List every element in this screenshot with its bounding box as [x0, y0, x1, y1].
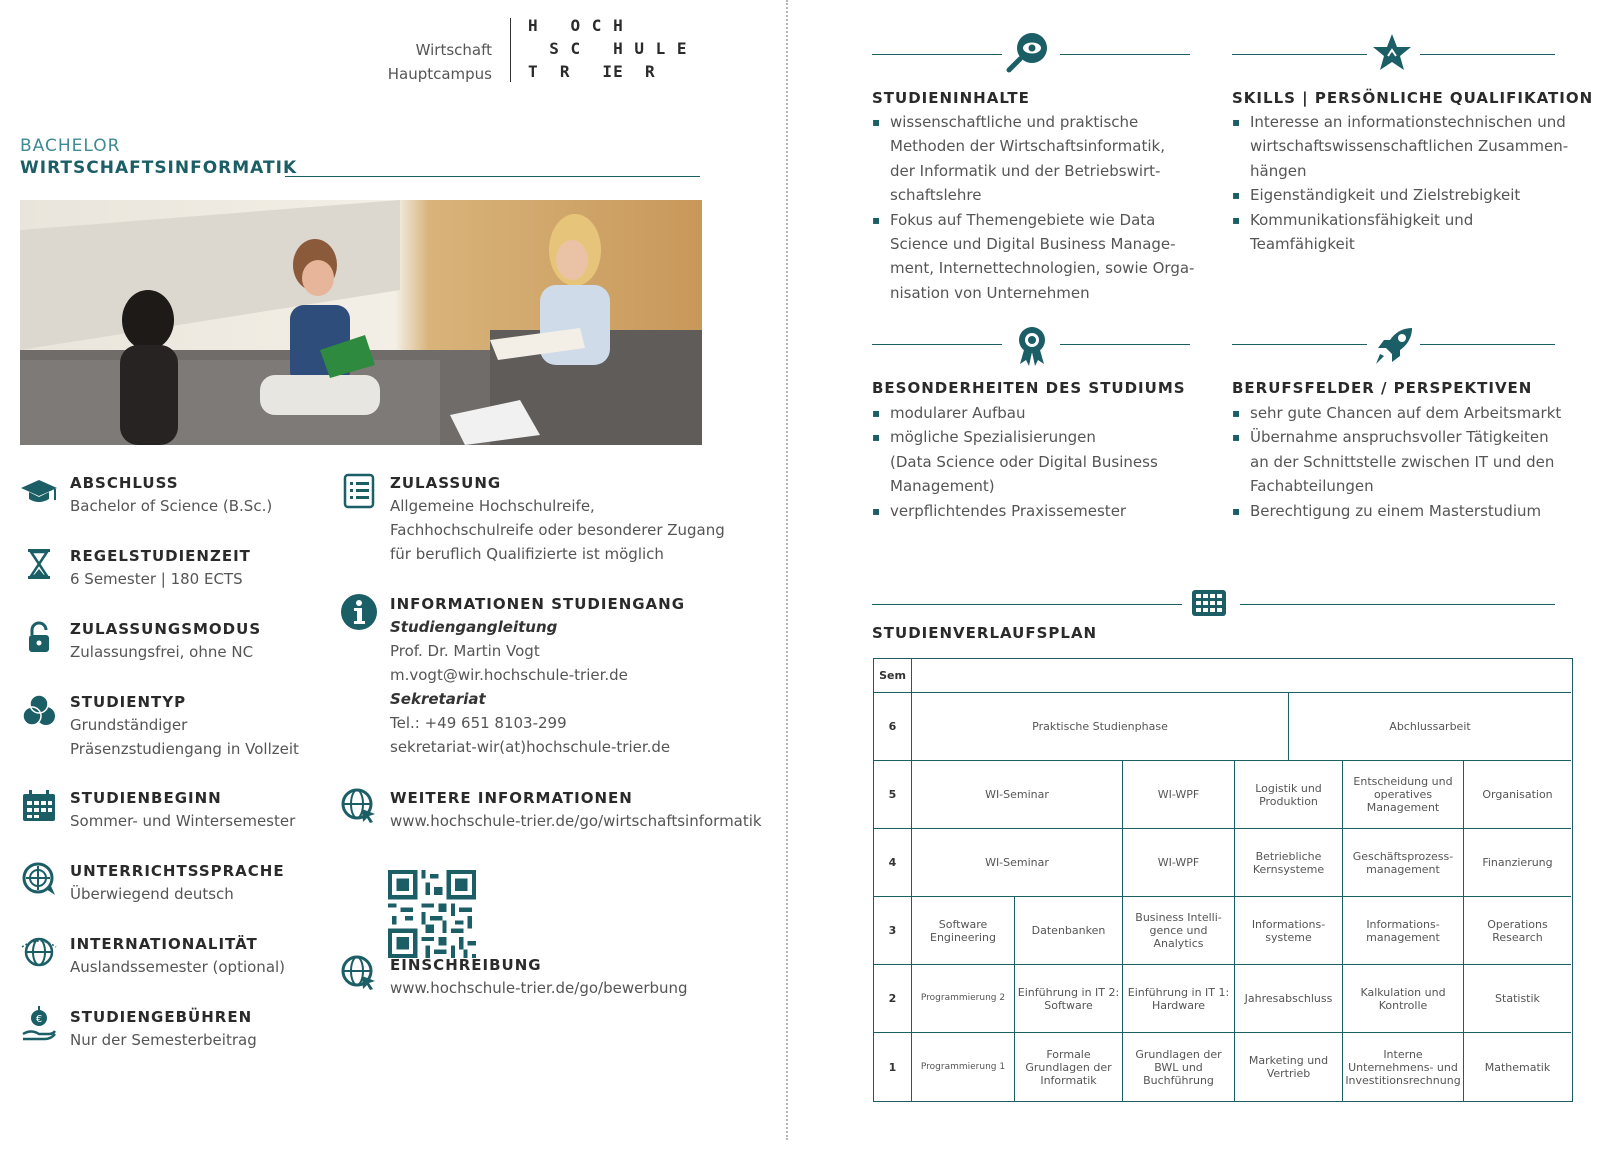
- module-cell: WI-WPF: [1123, 829, 1235, 897]
- fact-title: STUDIENTYP: [70, 693, 187, 711]
- fact-title: ZULASSUNGSMODUS: [70, 620, 262, 638]
- qr-code[interactable]: [388, 870, 476, 958]
- module-cell: Abchlussarbeit: [1289, 693, 1571, 761]
- graduation-cap-icon: [20, 472, 58, 510]
- fact-regelstudienzeit: [20, 545, 330, 601]
- fact-studientyp: [20, 691, 330, 771]
- section-title-besonderheiten: BESONDERHEITEN DES STUDIUMS: [872, 379, 1186, 397]
- module-cell: Organisation: [1464, 761, 1571, 829]
- module-cell: Grundlagen der BWL und Buchführung: [1123, 1033, 1235, 1101]
- lead-email-link[interactable]: m.vogt@wir.hochschule-trier.de: [390, 666, 628, 684]
- hourglass-icon: [20, 545, 58, 583]
- header-blank: [912, 659, 1571, 693]
- enrolment-title: EINSCHREIBUNG: [390, 956, 542, 974]
- list-item: ▪ Fokus auf Themengebiete wie Data Science und Digital Business Manage- ment, Internettechnologien, sowie Orga- nisation von Unternehmen: [872, 208, 1194, 306]
- lock-icon: [20, 618, 58, 656]
- module-cell: Finanzierung: [1464, 829, 1571, 897]
- section-rule: [1420, 344, 1555, 345]
- list-item: ▪ Eigenständigkeit und Zielstrebigkeit: [1232, 183, 1568, 207]
- module-cell: Business Intelli-gence und Analytics: [1123, 897, 1235, 965]
- lead-name: Prof. Dr. Martin Vogt: [390, 642, 540, 660]
- fact-title: STUDIENBEGINN: [70, 789, 222, 807]
- magnifier-eye-icon: [1006, 30, 1050, 74]
- admission-line: Allgemeine Hochschulreife,: [390, 497, 595, 515]
- plan-title: STUDIENVERLAUFSPLAN: [872, 624, 1098, 642]
- studieninhalte-list: [872, 110, 1194, 305]
- section-rule: [872, 604, 1182, 605]
- module-cell: Entscheidung und operatives Management: [1343, 761, 1464, 829]
- fact-value: Grundständiger: [70, 716, 188, 734]
- more-info-block: [340, 787, 760, 843]
- list-item: ▪ Übernahme anspruchsvoller Tätigkeiten an der Schnittstelle zwischen IT und den Fachabteilungen: [1232, 425, 1561, 498]
- sem-4: 4: [874, 829, 912, 897]
- money-hand-icon: [20, 1006, 58, 1044]
- module-cell: WI-Seminar: [912, 761, 1123, 829]
- module-cell: Software Engineering: [912, 897, 1015, 965]
- section-title-studieninhalte: STUDIENINHALTE: [872, 89, 1030, 107]
- fact-abschluss: [20, 472, 330, 528]
- module-cell: Mathematik: [1484, 1060, 1551, 1074]
- sem-5: 5: [874, 761, 912, 829]
- berufsfelder-list: [1232, 401, 1561, 523]
- list-item: ▪ Kommunikationsfähigkeit und Teamfähigkeit: [1232, 208, 1568, 257]
- office-label: Sekretariat: [390, 690, 486, 708]
- enrolment-block: [340, 954, 760, 1010]
- page-fold-divider: [786, 0, 788, 1140]
- contact-title: INFORMATIONEN STUDIENGANG: [390, 595, 686, 613]
- list-item: ▪ Interesse an informationstechnischen und wirtschaftswissenschaftlichen Zusammen- hängen: [1232, 110, 1568, 183]
- more-info-title: WEITERE INFORMATIONEN: [390, 789, 633, 807]
- fact-value: Zulassungsfrei, ohne NC: [70, 643, 254, 661]
- award-gear-icon: [1010, 324, 1054, 368]
- fact-title: ABSCHLUSS: [70, 474, 179, 492]
- section-rule: [1060, 344, 1190, 345]
- section-rule: [1232, 54, 1367, 55]
- admission-title: ZULASSUNG: [390, 474, 502, 492]
- office-phone: Tel.: +49 651 8103-299: [390, 714, 567, 732]
- list-item: ▪ verpflichtendes Praxissemester: [872, 499, 1158, 523]
- program-contact-block: [340, 593, 760, 768]
- info-icon: [340, 593, 378, 631]
- section-rule: [1232, 344, 1367, 345]
- module-cell: Einführung in IT 2: Software: [1015, 965, 1123, 1033]
- campus-label: [370, 38, 492, 86]
- fact-zulassungsmodus: [20, 618, 330, 674]
- fact-internationalitaet: [20, 933, 330, 989]
- fact-value: Nur der Semesterbeitrag: [70, 1031, 257, 1049]
- section-title-berufsfelder: BERUFSFELDER / PERSPEKTIVEN: [1232, 379, 1533, 397]
- admission-line: Fachhochschulreife oder besonderer Zugang: [390, 521, 725, 539]
- sem-2: 2: [874, 965, 912, 1033]
- calendar-icon: [20, 787, 58, 825]
- list-item: ▪ mögliche Spezialisierungen (Data Science oder Digital Business Management): [872, 425, 1158, 498]
- title-rule: [285, 176, 700, 177]
- admission-block: [340, 472, 760, 572]
- section-title-skills: SKILLS | PERSÖNLICHE QUALIFIKATION: [1232, 89, 1594, 107]
- module-cell: Interne Unternehmens- und Investitionsrechnung: [1343, 1033, 1464, 1101]
- fact-unterrichtssprache: [20, 860, 330, 916]
- section-rule: [1420, 54, 1555, 55]
- fact-title: STUDIENGEBÜHREN: [70, 1008, 253, 1026]
- globe-cursor-icon: [340, 954, 378, 992]
- module-cell: Operations Research: [1464, 897, 1571, 965]
- fact-title: INTERNATIONALITÄT: [70, 935, 258, 953]
- fact-title: REGELSTUDIENZEIT: [70, 547, 251, 565]
- fact-value: Präsenzstudiengang in Vollzeit: [70, 740, 299, 758]
- sem-6: 6: [874, 693, 912, 761]
- svg-text:€: €: [35, 1014, 43, 1025]
- program-title: WIRTSCHAFTSINFORMATIK: [20, 158, 298, 178]
- section-rule: [1060, 54, 1190, 55]
- admission-line: für beruflich Qualifizierte ist möglich: [390, 545, 664, 563]
- sem-3: 3: [874, 897, 912, 965]
- students-photo: [20, 200, 702, 445]
- fact-value: Auslandssemester (optional): [70, 958, 286, 976]
- sem-header: Sem: [874, 659, 912, 693]
- fact-value: Bachelor of Science (B.Sc.): [70, 497, 273, 515]
- campus-name: Hauptcampus: [387, 65, 492, 83]
- fact-value: Sommer- und Wintersemester: [70, 812, 296, 830]
- logo-row-1: H O C H: [528, 16, 624, 35]
- sem-1: 1: [874, 1033, 912, 1101]
- module-cell: Praktische Studienphase: [912, 693, 1289, 761]
- section-rule: [872, 54, 1002, 55]
- module-cell: Marketing und Vertrieb: [1235, 1033, 1343, 1101]
- logo-row-2: S C H U L E: [528, 39, 688, 58]
- module-cell: Geschäftsprozess-management: [1343, 829, 1464, 897]
- section-rule: [1240, 604, 1555, 605]
- module-cell: Kalkulation und Kontrolle: [1343, 965, 1464, 1033]
- module-cell: Betriebliche Kernsysteme: [1235, 829, 1343, 897]
- circles-icon: [20, 691, 58, 729]
- globe-icon: [20, 933, 58, 971]
- list-item: ▪ modularer Aufbau: [872, 401, 1158, 425]
- list-item: ▪ wissenschaftliche und praktische Methoden der Wirtschaftsinformatik, der Informatik und der Betriebswirt- schaftslehre: [872, 110, 1194, 208]
- module-cell: Programmierung 2: [912, 965, 1015, 1033]
- fact-value: 6 Semester | 180 ECTS: [70, 570, 243, 588]
- globe-cursor-icon: [340, 787, 378, 825]
- lead-label: Studiengangleitung: [390, 618, 558, 636]
- module-cell: WI-Seminar: [912, 829, 1123, 897]
- speech-globe-icon: [20, 860, 58, 898]
- skills-list: [1232, 110, 1568, 256]
- module-cell: Programmierung 1: [912, 1033, 1015, 1101]
- module-cell: Informations-systeme: [1235, 897, 1343, 965]
- program-url-link[interactable]: www.hochschule-trier.de/go/wirtschaftsinformatik: [390, 812, 762, 830]
- fact-value: Überwiegend deutsch: [70, 885, 234, 903]
- degree-level: BACHELOR: [20, 136, 121, 156]
- logo-row-3: T R IE R: [528, 62, 656, 81]
- module-cell: Informations-management: [1343, 897, 1464, 965]
- grid-icon: [1190, 586, 1228, 620]
- module-cell: Datenbanken: [1015, 897, 1123, 965]
- module-cell: Logistik und Produktion: [1235, 761, 1343, 829]
- besonderheiten-list: [872, 401, 1158, 523]
- section-rule: [872, 344, 1002, 345]
- star-badge-icon: [1370, 32, 1414, 76]
- fact-title: UNTERRICHTSSPRACHE: [70, 862, 285, 880]
- module-cell: Einführung in IT 1: Hardware: [1123, 965, 1235, 1033]
- study-plan-table: [873, 658, 1573, 1102]
- enrolment-url-link[interactable]: www.hochschule-trier.de/go/bewerbung: [390, 979, 688, 997]
- list-icon: [340, 472, 378, 510]
- module-cell: Formale Grundlagen der Informatik: [1015, 1033, 1123, 1101]
- fact-studiengebuehren: [20, 1006, 330, 1062]
- module-cell: Jahresabschluss: [1235, 965, 1343, 1033]
- faculty-name: Wirtschaft: [415, 41, 492, 59]
- module-cell: Statistik: [1464, 965, 1571, 1033]
- rocket-icon: [1372, 324, 1416, 368]
- list-item: ▪ sehr gute Chancen auf dem Arbeitsmarkt: [1232, 401, 1561, 425]
- office-email-link[interactable]: sekretariat-wir(at)hochschule-trier.de: [390, 738, 671, 756]
- fact-studienbeginn: [20, 787, 330, 843]
- logo-separator: [510, 18, 511, 82]
- list-item: ▪ Berechtigung zu einem Masterstudium: [1232, 499, 1561, 523]
- module-cell: WI-WPF: [1123, 761, 1235, 829]
